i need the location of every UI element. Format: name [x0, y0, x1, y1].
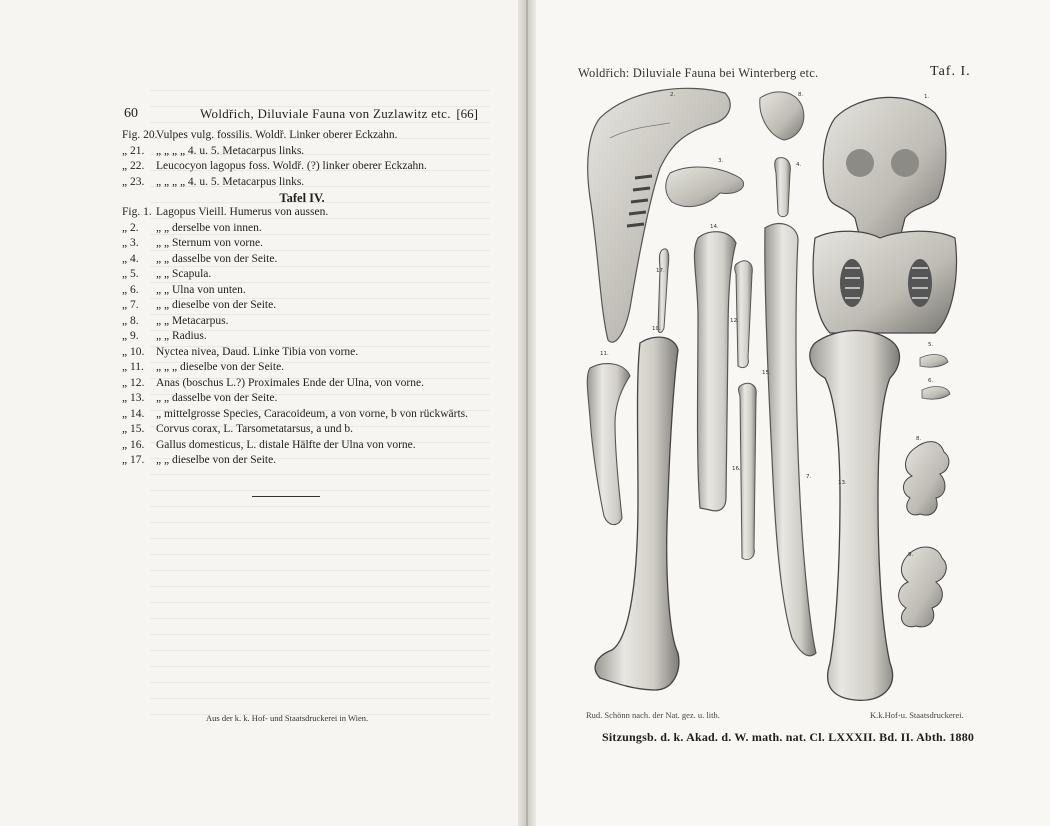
figure-entry: „ 3. „ „ Sternum von vorne. [122, 237, 263, 249]
left-page-header [118, 106, 478, 126]
figure-entry: „ 9. „ „ Radius. [122, 330, 207, 342]
figure-entry: „ 11. „ „ „ dieselbe von der Seite. [122, 361, 285, 373]
plate-credit-artist: Rud. Schönn nach. der Nat. gez. u. lith. [586, 710, 720, 720]
plate-number: Taf. I. [930, 64, 971, 79]
figure-list-tafel4 [122, 206, 482, 470]
fig-label-8top: 8. [798, 92, 804, 98]
figure-entry: „ 8. „ „ Metacarpus. [122, 314, 229, 327]
figure-8-vertebra [903, 442, 949, 515]
figure-entry: „ 6. „ „ Ulna von unten. [122, 283, 246, 296]
fig-label-10: 10. [652, 326, 661, 332]
bracket-page-number: [66] [456, 106, 478, 121]
figure-entry: „ 12. Anas (boschus L.?) Proximales Ende der Ulna, von vorne. [122, 376, 424, 389]
figure-1-skull [813, 97, 956, 333]
figure-entry: „ 10. Nyctea nivea, Daud. Linke Tibia von vorne. [122, 345, 359, 358]
figure-list-tafel3 [122, 128, 482, 190]
section-rule [252, 496, 320, 497]
figure-entry: „ 7. „ „ dieselbe von der Seite. [122, 299, 277, 311]
fig-label-16: 16. [732, 466, 741, 472]
figure-entry: „ 23. „ „ „ „ 4. u. 5. Metacarpus links. [122, 175, 305, 188]
fig-label-1: 1. [924, 94, 930, 100]
fig-label-13: 13. [838, 480, 847, 486]
figure-entry: „ 21. „ „ „ „ 4. u. 5. Metacarpus links. [122, 144, 305, 157]
page-number: 60 [124, 106, 138, 121]
fig-label-8: 8. [916, 436, 922, 442]
figure-entry: Fig. 1. Lagopus Vieill. Humerus von aussen. [122, 206, 329, 218]
figure-entry: „ 13. „ „ dasselbe von der Seite. [122, 392, 278, 404]
journal-citation: Sitzungsb. d. k. Akad. d. W. math. nat. Cl. LXXXII. Bd. II. Abth. 1880 [602, 730, 975, 744]
figure-entry: „ 16. Gallus domesticus, L. distale Hälfte der Ulna von vorne. [122, 438, 416, 451]
figure-entry: „ 22. Leucocyon lagopus foss. Woldř. (?) linker oberer Eckzahn. [122, 160, 427, 172]
bone-plate-illustration [560, 78, 1030, 708]
fig-label-6: 6. [928, 378, 934, 384]
figure-9-vertebra [899, 547, 947, 627]
figure-12-bone [735, 261, 753, 368]
figure-entry: Fig. 20.Vulpes vulg. fossilis. Woldř. Linker oberer Eckzahn. [122, 129, 398, 141]
figure-15-bone [765, 224, 816, 656]
figure-4-bone [775, 158, 791, 217]
figure-entry: „ 4. „ „ dasselbe von der Seite. [122, 252, 278, 265]
figure-16-bone [739, 383, 757, 559]
printer-imprint: Aus der k. k. Hof- und Staatsdruckerei in Wien. [206, 713, 369, 723]
fig-label-17: 17. [656, 268, 665, 274]
book-gutter [518, 0, 536, 826]
figure-entry: „ 15. Corvus corax, L. Tarsometatarsus, a und b. [122, 423, 353, 435]
figure-top-small-bone [760, 92, 804, 140]
fig-label-2: 2. [670, 92, 676, 98]
fig-label-14: 14. [710, 224, 719, 230]
figure-3-bone [666, 167, 744, 207]
fig-label-4: 4. [796, 162, 802, 168]
fig-label-11: 11. [600, 351, 609, 357]
plate-credit-printer: K.k.Hof-u. Staatsdruckerei. [870, 710, 964, 720]
figure-14-bone [694, 232, 736, 511]
figure-11-bone [587, 364, 630, 525]
tafel-heading: Tafel IV. [279, 191, 325, 205]
plate-title: Woldřich: Diluviale Fauna bei Winterberg etc. [578, 66, 819, 80]
fig-label-7: 7. [806, 474, 812, 480]
figure-entry: „ 14. „ mittelgrosse Species, Caracoideum, a von vorne, b von rückwärts. [122, 407, 469, 420]
fig-label-12: 12. [730, 318, 739, 324]
figure-17-bone [658, 249, 669, 333]
running-title: Woldřich, Diluviale Fauna von Zuzlawitz etc. [200, 106, 451, 121]
figure-6-bone [922, 387, 950, 400]
figure-13-bone [810, 331, 900, 701]
fig-label-3: 3. [718, 158, 724, 164]
figure-5-bone [920, 355, 948, 368]
fig-label-15: 15. [762, 370, 771, 376]
fig-label-9: 9. [908, 552, 914, 558]
figure-entry: „ 17. „ „ dieselbe von der Seite. [122, 454, 277, 466]
figure-entry: „ 2. „ „ derselbe von innen. [122, 221, 262, 234]
figure-entry: „ 5. „ „ Scapula. [122, 268, 212, 280]
fig-label-5: 5. [928, 342, 934, 348]
